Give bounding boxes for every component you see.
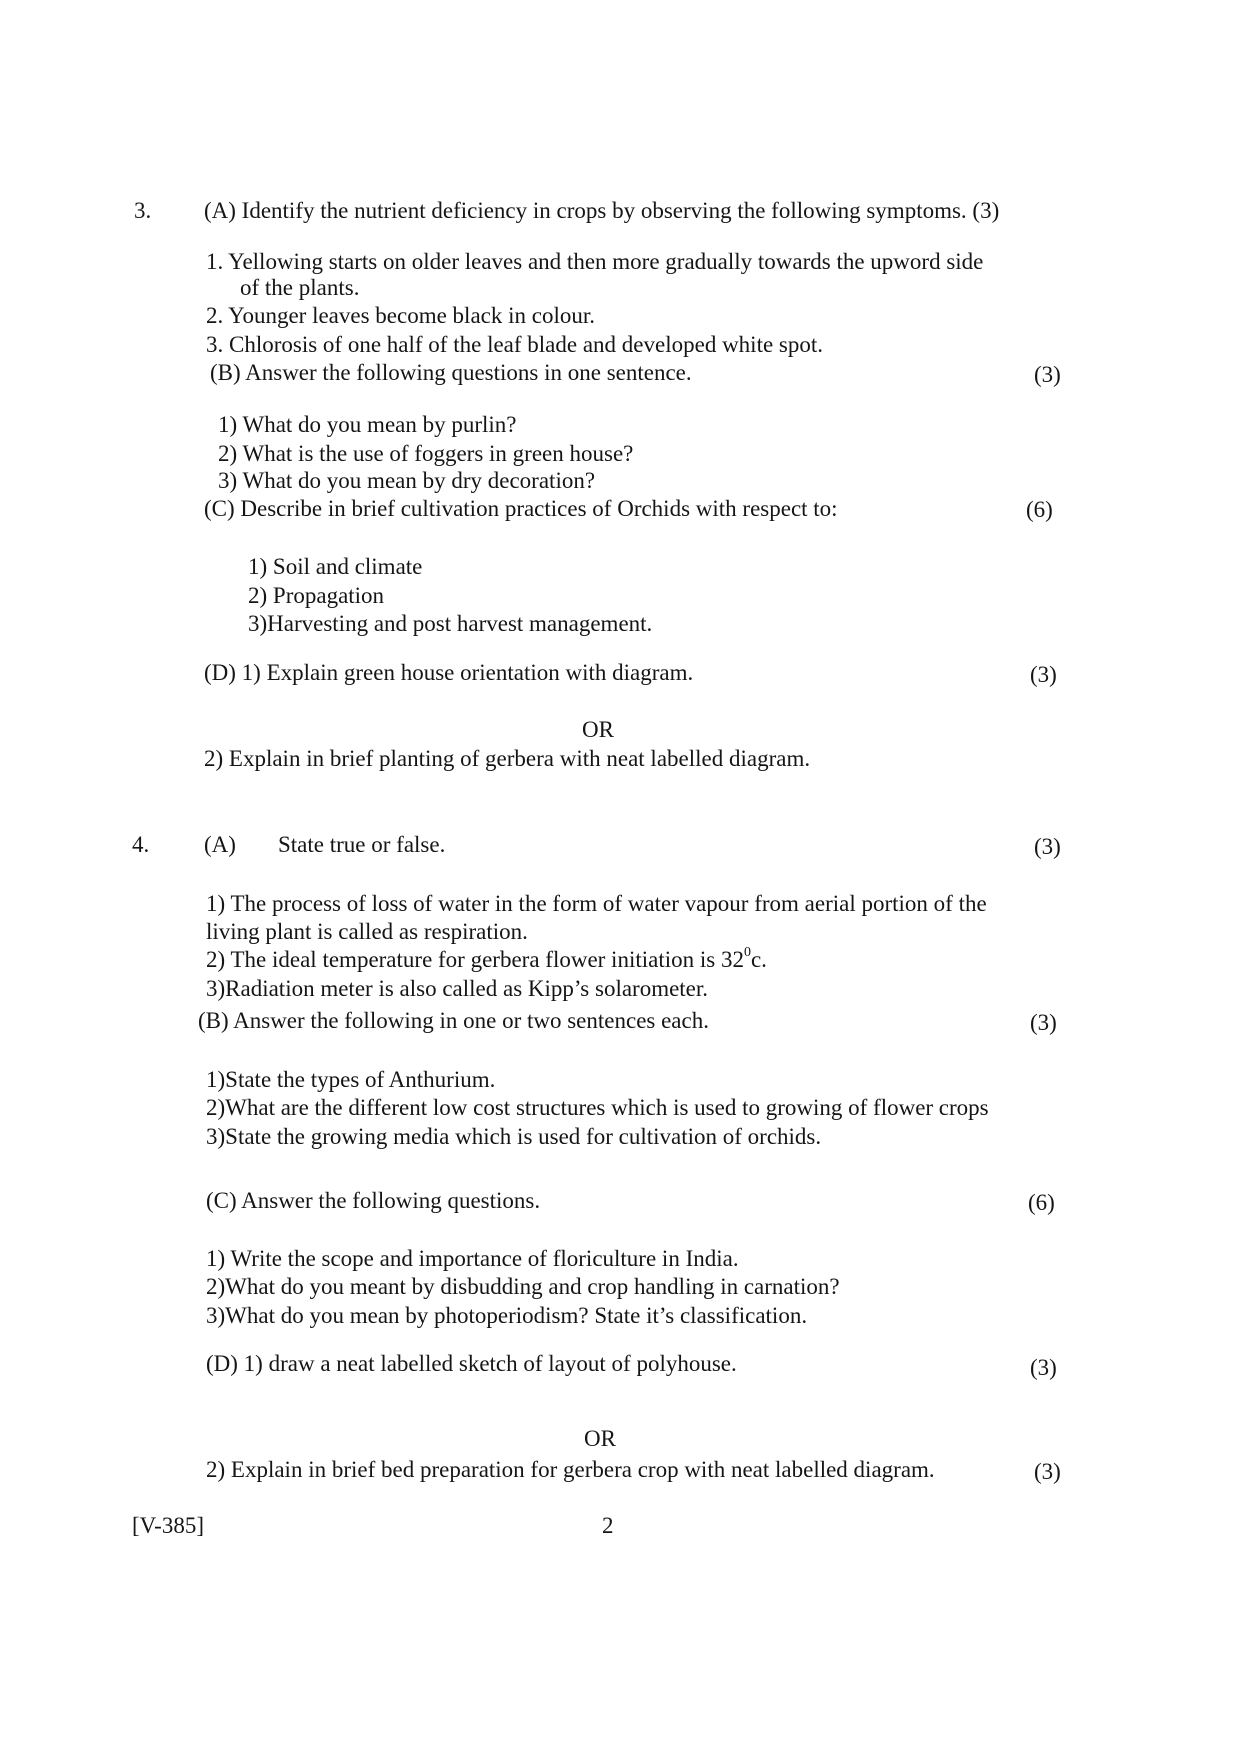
q3-d-or: OR xyxy=(582,717,614,742)
q4-d-alt-marks: (3) xyxy=(1034,1459,1061,1484)
q4-a-item-2 xyxy=(206,946,767,974)
q4-b-item-2: 2)What are the different low cost structures which is used to growing of flower crops xyxy=(206,1095,989,1120)
q3-c-item-1: 1) Soil and climate xyxy=(248,554,423,579)
q3-b-item-2: 2) What is the use of foggers in green house? xyxy=(218,441,634,466)
paper-code: [V-385] xyxy=(132,1513,204,1538)
q3-b-item-1: 1) What do you mean by purlin? xyxy=(218,412,517,437)
question-3-number: 3. xyxy=(134,198,152,223)
question-4-number: 4. xyxy=(132,832,150,857)
q4-d-or: OR xyxy=(584,1426,616,1451)
q4-a-item-1-cont: living plant is called as respiration. xyxy=(206,919,528,944)
q3-a-item-3: 3. Chlorosis of one half of the leaf blade and developed white spot. xyxy=(206,332,824,357)
q4-d-alternative: 2) Explain in brief bed preparation for gerbera crop with neat labelled diagram. xyxy=(206,1457,935,1482)
q4-b-header: (B) Answer the following in one or two sentences each. xyxy=(198,1008,709,1033)
q4-a-item-1: 1) The process of loss of water in the form of water vapour from aerial portion of the xyxy=(206,891,987,916)
q4-b-item-3: 3)State the growing media which is used for cultivation of orchids. xyxy=(206,1124,822,1149)
q4-a-item-3: 3)Radiation meter is also called as Kipp’s solarometer. xyxy=(206,976,709,1001)
q3-d-alternative: 2) Explain in brief planting of gerbera with neat labelled diagram. xyxy=(204,746,811,771)
q3-c-header: (C) Describe in brief cultivation practices of Orchids with respect to: xyxy=(204,496,838,521)
q4-a-item-2-text: 2) The ideal temperature for gerbera flower initiation is 32 xyxy=(206,947,744,972)
q4-d-marks: (3) xyxy=(1030,1355,1057,1380)
q3-a-item-1-cont: of the plants. xyxy=(240,275,360,300)
page-number: 2 xyxy=(602,1513,614,1538)
q3-c-item-3: 3)Harvesting and post harvest management. xyxy=(248,611,653,636)
q3-d-marks: (3) xyxy=(1030,662,1057,687)
q4-b-marks: (3) xyxy=(1030,1010,1057,1035)
q3-c-marks: (6) xyxy=(1026,497,1053,522)
q4-c-item-1: 1) Write the scope and importance of floriculture in India. xyxy=(206,1246,739,1271)
q3-c-item-2: 2) Propagation xyxy=(248,583,385,608)
q4-a-marks: (3) xyxy=(1034,834,1061,859)
q4-c-item-3: 3)What do you mean by photoperiodism? State it’s classification. xyxy=(206,1303,808,1328)
q4-c-header: (C) Answer the following questions. xyxy=(206,1188,541,1213)
q3-a-item-1: 1. Yellowing starts on older leaves and then more gradually towards the upword side xyxy=(206,249,984,274)
q4-b-item-1: 1)State the types of Anthurium. xyxy=(206,1067,496,1092)
q3-d-header: (D) 1) Explain green house orientation with diagram. xyxy=(204,660,694,685)
q3-b-header: (B) Answer the following questions in one sentence. xyxy=(210,360,692,385)
q3-b-item-3: 3) What do you mean by dry decoration? xyxy=(218,468,596,493)
q4-d-header: (D) 1) draw a neat labelled sketch of layout of polyhouse. xyxy=(206,1351,737,1376)
q3-b-marks: (3) xyxy=(1034,362,1061,387)
q4-c-item-2: 2)What do you meant by disbudding and crop handling in carnation? xyxy=(206,1274,840,1299)
degree-superscript: 0 xyxy=(743,945,751,961)
q4-a-label: (A) xyxy=(204,832,236,857)
q4-c-marks: (6) xyxy=(1028,1190,1055,1215)
q4-a-header: State true or false. xyxy=(278,832,446,857)
q3-a-item-2: 2. Younger leaves become black in colour. xyxy=(206,303,595,328)
q3-a-header: (A) Identify the nutrient deficiency in crops by observing the following symptoms. (3) xyxy=(204,198,1000,223)
temperature-unit: c. xyxy=(750,947,767,972)
